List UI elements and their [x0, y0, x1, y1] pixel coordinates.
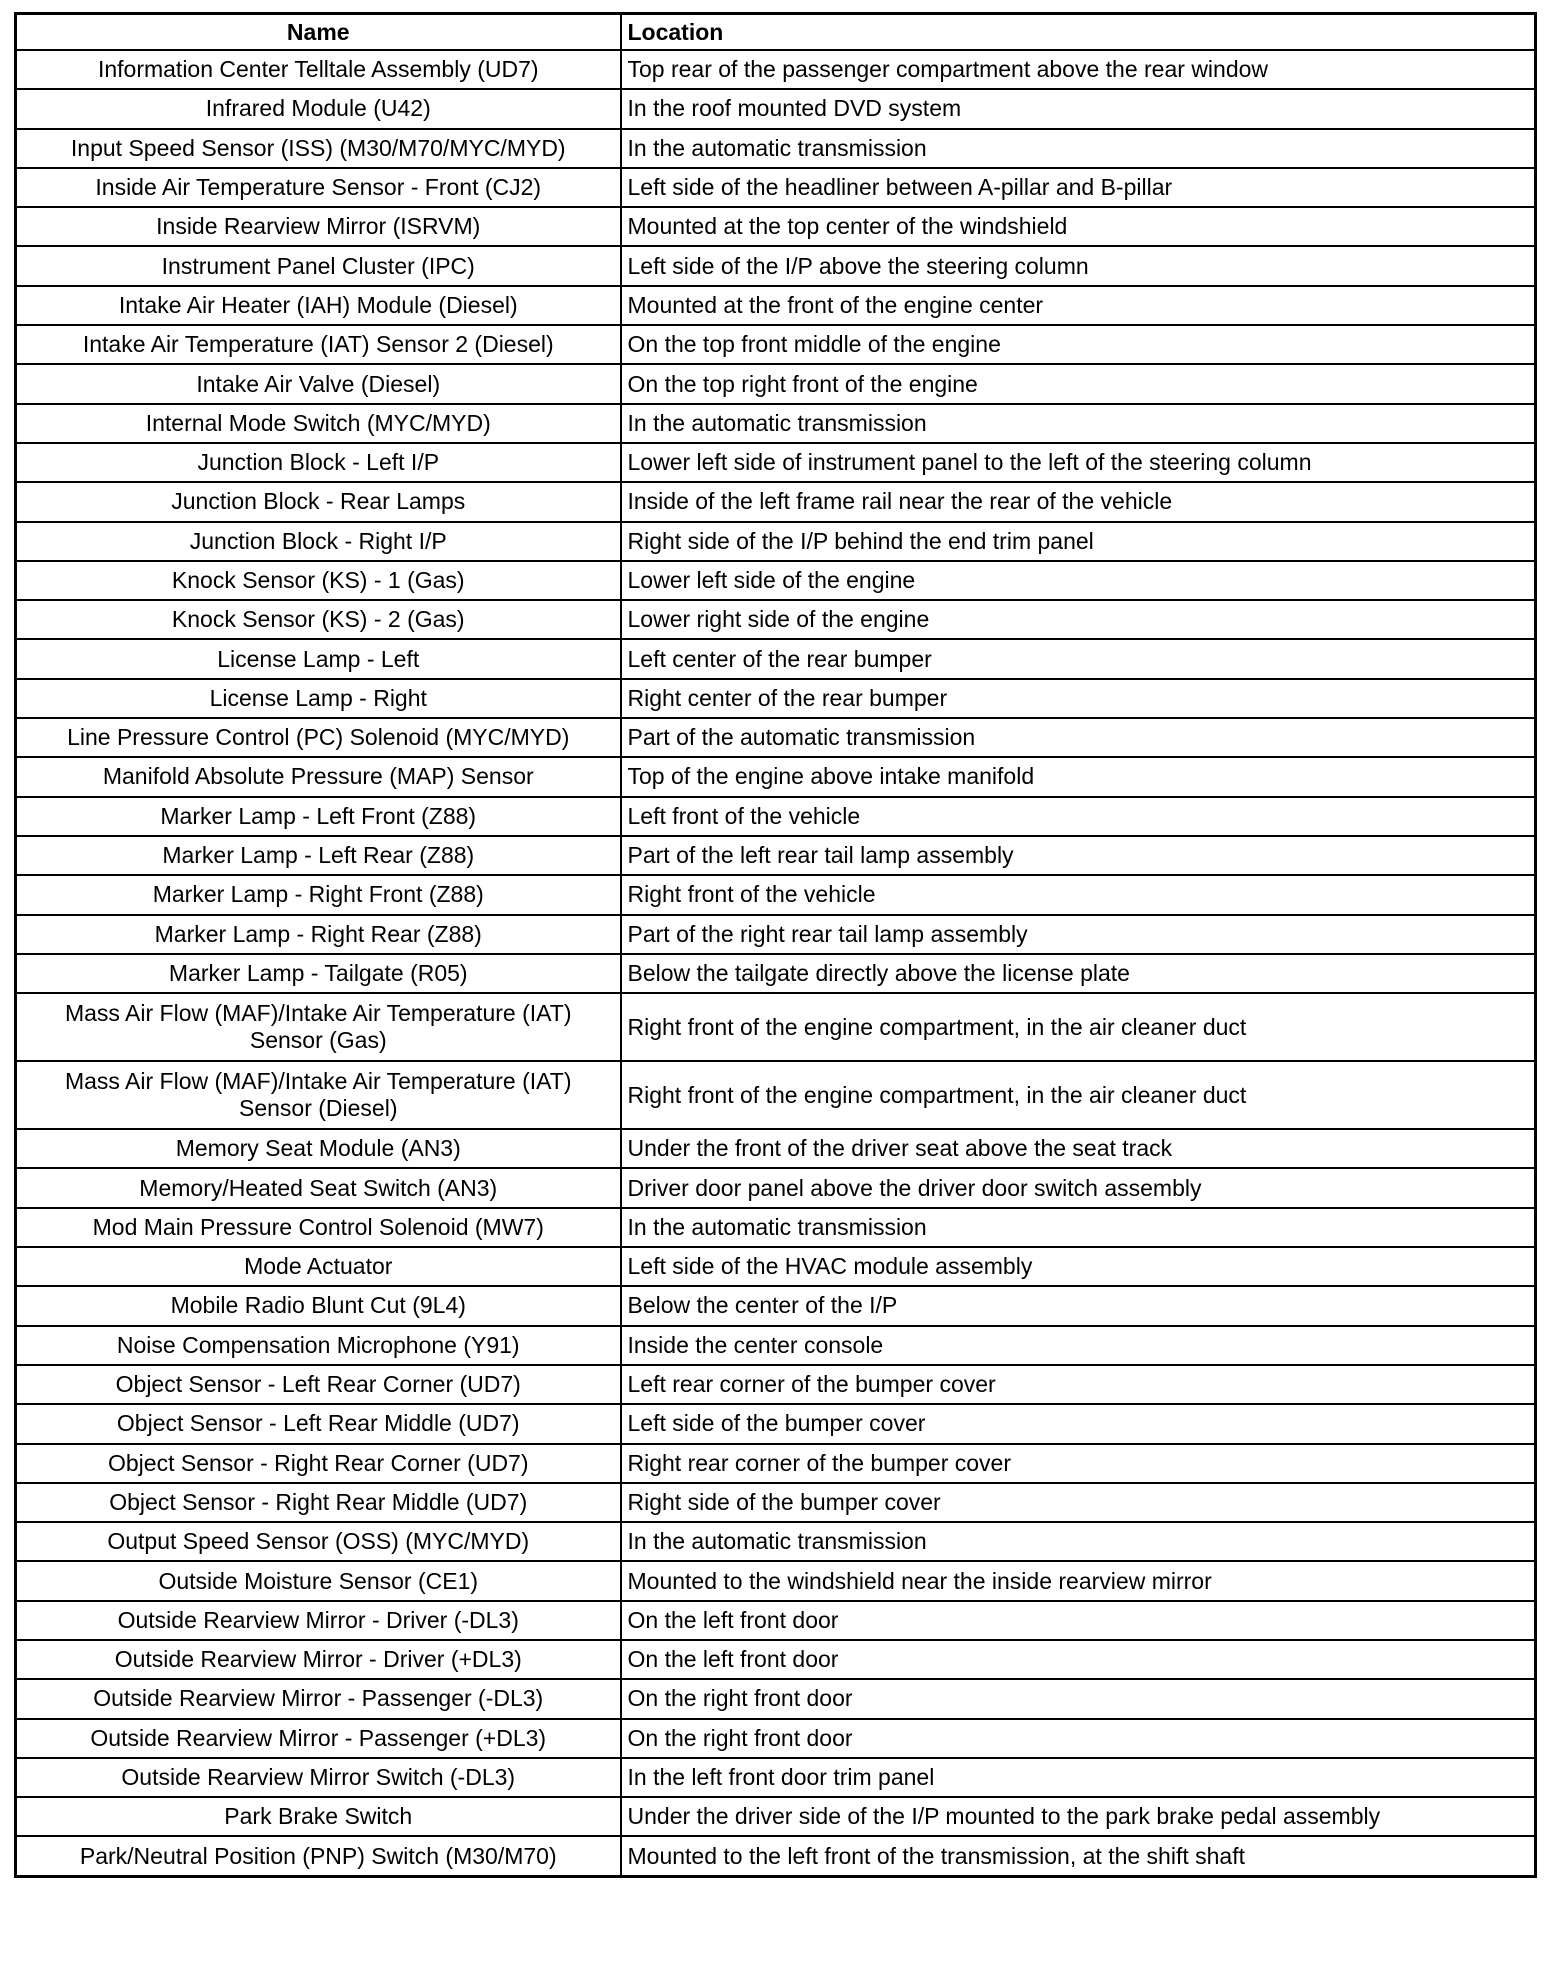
table-row [16, 1836, 1536, 1876]
table-row [16, 1061, 1536, 1129]
component-location-cell: Right side of the bumper cover [621, 1483, 1536, 1522]
component-location-cell: Mounted at the front of the engine center [621, 286, 1536, 325]
component-location-cell: In the left front door trim panel [621, 1758, 1536, 1797]
table-row [16, 50, 1536, 89]
table-row [16, 1679, 1536, 1718]
component-name-cell: Infrared Module (U42) [16, 89, 621, 128]
table-row [16, 168, 1536, 207]
component-name-cell: Park/Neutral Position (PNP) Switch (M30/M70) [16, 1836, 621, 1876]
component-name-cell: Memory/Heated Seat Switch (AN3) [16, 1168, 621, 1207]
component-name-cell: Memory Seat Module (AN3) [16, 1129, 621, 1168]
component-name-cell: Mode Actuator [16, 1247, 621, 1286]
table-row [16, 1404, 1536, 1443]
component-location-cell: Right front of the engine compartment, in the air cleaner duct [621, 993, 1536, 1061]
component-location-cell: Below the tailgate directly above the license plate [621, 954, 1536, 993]
component-name-cell: Mod Main Pressure Control Solenoid (MW7) [16, 1208, 621, 1247]
table-row [16, 1522, 1536, 1561]
component-name-cell: Knock Sensor (KS) - 2 (Gas) [16, 600, 621, 639]
component-location-cell: Left side of the bumper cover [621, 1404, 1536, 1443]
table-row [16, 1208, 1536, 1247]
table-row [16, 718, 1536, 757]
component-location-cell: Lower left side of instrument panel to the left of the steering column [621, 443, 1536, 482]
table-row [16, 836, 1536, 875]
component-location-table [14, 12, 1537, 1878]
table-header-row [16, 14, 1536, 51]
component-location-cell: Below the center of the I/P [621, 1286, 1536, 1325]
component-name-cell: Outside Rearview Mirror - Passenger (-DL3) [16, 1679, 621, 1718]
table-row [16, 679, 1536, 718]
component-name-cell: Outside Moisture Sensor (CE1) [16, 1561, 621, 1600]
component-location-cell: In the roof mounted DVD system [621, 89, 1536, 128]
component-name-cell: Intake Air Heater (IAH) Module (Diesel) [16, 286, 621, 325]
table-row [16, 797, 1536, 836]
component-location-cell: Left rear corner of the bumper cover [621, 1365, 1536, 1404]
component-name-cell: Intake Air Valve (Diesel) [16, 364, 621, 403]
table-row [16, 1286, 1536, 1325]
table-row [16, 1483, 1536, 1522]
component-location-cell: In the automatic transmission [621, 404, 1536, 443]
component-location-cell: Part of the automatic transmission [621, 718, 1536, 757]
component-name-cell: License Lamp - Left [16, 639, 621, 678]
component-location-cell: Inside of the left frame rail near the rear of the vehicle [621, 482, 1536, 521]
component-name-cell: Outside Rearview Mirror - Driver (+DL3) [16, 1640, 621, 1679]
table-row [16, 1247, 1536, 1286]
table-row [16, 757, 1536, 796]
component-name-cell [16, 1061, 621, 1129]
component-location-cell: Mounted at the top center of the windshield [621, 207, 1536, 246]
component-name-cell: Junction Block - Right I/P [16, 522, 621, 561]
table-row [16, 600, 1536, 639]
component-name-cell: Mobile Radio Blunt Cut (9L4) [16, 1286, 621, 1325]
table-row [16, 993, 1536, 1061]
component-name-line: Sensor (Diesel) [239, 1095, 398, 1122]
component-name-cell: Outside Rearview Mirror - Driver (-DL3) [16, 1601, 621, 1640]
component-name-cell: Park Brake Switch [16, 1797, 621, 1836]
table-row [16, 1758, 1536, 1797]
component-location-cell: Left front of the vehicle [621, 797, 1536, 836]
component-name-cell: Marker Lamp - Left Front (Z88) [16, 797, 621, 836]
component-location-cell: In the automatic transmission [621, 1522, 1536, 1561]
component-name-line: Mass Air Flow (MAF)/Intake Air Temperature (IAT) [64, 1000, 572, 1027]
component-location-cell: Mounted to the windshield near the inside rearview mirror [621, 1561, 1536, 1600]
table-row [16, 1168, 1536, 1207]
table-row [16, 915, 1536, 954]
component-location-cell: On the left front door [621, 1640, 1536, 1679]
location-column-header: Location [621, 14, 1536, 51]
component-name-line: Mass Air Flow (MAF)/Intake Air Temperature (IAT) [64, 1068, 572, 1095]
component-location-cell: On the right front door [621, 1679, 1536, 1718]
table-row [16, 482, 1536, 521]
table-row [16, 325, 1536, 364]
component-location-cell: Right front of the engine compartment, in the air cleaner duct [621, 1061, 1536, 1129]
table-row [16, 639, 1536, 678]
component-location-cell: Right front of the vehicle [621, 875, 1536, 914]
table-row [16, 522, 1536, 561]
table-row [16, 561, 1536, 600]
component-location-cell: Inside the center console [621, 1326, 1536, 1365]
component-name-cell: Marker Lamp - Tailgate (R05) [16, 954, 621, 993]
component-location-cell: In the automatic transmission [621, 129, 1536, 168]
component-name-cell: Junction Block - Left I/P [16, 443, 621, 482]
component-name-cell: Inside Air Temperature Sensor - Front (CJ2) [16, 168, 621, 207]
table-row [16, 286, 1536, 325]
table-row [16, 443, 1536, 482]
component-location-cell: On the right front door [621, 1719, 1536, 1758]
table-row [16, 1365, 1536, 1404]
component-name-cell: Marker Lamp - Right Rear (Z88) [16, 915, 621, 954]
component-name-cell: Instrument Panel Cluster (IPC) [16, 246, 621, 285]
component-location-cell: Top rear of the passenger compartment above the rear window [621, 50, 1536, 89]
component-location-cell: Part of the left rear tail lamp assembly [621, 836, 1536, 875]
component-name-cell: Object Sensor - Right Rear Middle (UD7) [16, 1483, 621, 1522]
table-row [16, 1444, 1536, 1483]
component-name-line: Sensor (Gas) [249, 1027, 387, 1054]
component-location-cell: Left side of the I/P above the steering column [621, 246, 1536, 285]
table-row [16, 207, 1536, 246]
component-name-cell: Knock Sensor (KS) - 1 (Gas) [16, 561, 621, 600]
table-row [16, 364, 1536, 403]
component-location-cell: Left side of the headliner between A-pillar and B-pillar [621, 168, 1536, 207]
component-name-cell: Outside Rearview Mirror - Passenger (+DL3) [16, 1719, 621, 1758]
component-name-cell: Manifold Absolute Pressure (MAP) Sensor [16, 757, 621, 796]
component-name-cell [16, 993, 621, 1061]
component-location-cell: Left side of the HVAC module assembly [621, 1247, 1536, 1286]
component-name-cell: Noise Compensation Microphone (Y91) [16, 1326, 621, 1365]
component-name-cell: Object Sensor - Left Rear Corner (UD7) [16, 1365, 621, 1404]
component-location-cell: Top of the engine above intake manifold [621, 757, 1536, 796]
component-name-cell: Intake Air Temperature (IAT) Sensor 2 (Diesel) [16, 325, 621, 364]
component-name-cell: Information Center Telltale Assembly (UD7) [16, 50, 621, 89]
table-row [16, 1640, 1536, 1679]
table-row [16, 954, 1536, 993]
table-row [16, 1561, 1536, 1600]
component-location-cell: In the automatic transmission [621, 1208, 1536, 1247]
component-location-cell: Part of the right rear tail lamp assembly [621, 915, 1536, 954]
component-location-cell: Mounted to the left front of the transmission, at the shift shaft [621, 1836, 1536, 1876]
component-location-cell: Lower left side of the engine [621, 561, 1536, 600]
component-location-cell: Driver door panel above the driver door switch assembly [621, 1168, 1536, 1207]
component-location-cell: Right side of the I/P behind the end trim panel [621, 522, 1536, 561]
table-row [16, 89, 1536, 128]
table-row [16, 129, 1536, 168]
component-name-cell: Object Sensor - Left Rear Middle (UD7) [16, 1404, 621, 1443]
table-row [16, 1129, 1536, 1168]
component-name-cell: Marker Lamp - Right Front (Z88) [16, 875, 621, 914]
component-location-cell: On the top right front of the engine [621, 364, 1536, 403]
component-location-cell: Left center of the rear bumper [621, 639, 1536, 678]
table-row [16, 404, 1536, 443]
table-row [16, 1601, 1536, 1640]
component-name-cell: Object Sensor - Right Rear Corner (UD7) [16, 1444, 621, 1483]
component-name-cell: Outside Rearview Mirror Switch (-DL3) [16, 1758, 621, 1797]
table-row [16, 246, 1536, 285]
table-body [16, 50, 1536, 1876]
component-location-cell: Under the driver side of the I/P mounted to the park brake pedal assembly [621, 1797, 1536, 1836]
component-name-cell: Junction Block - Rear Lamps [16, 482, 621, 521]
table-row [16, 1719, 1536, 1758]
component-name-cell: Input Speed Sensor (ISS) (M30/M70/MYC/MYD) [16, 129, 621, 168]
component-name-cell: Line Pressure Control (PC) Solenoid (MYC/MYD) [16, 718, 621, 757]
component-location-cell: On the left front door [621, 1601, 1536, 1640]
component-name-cell: License Lamp - Right [16, 679, 621, 718]
component-name-cell: Internal Mode Switch (MYC/MYD) [16, 404, 621, 443]
component-name-cell: Inside Rearview Mirror (ISRVM) [16, 207, 621, 246]
component-location-cell: Right center of the rear bumper [621, 679, 1536, 718]
component-name-cell: Marker Lamp - Left Rear (Z88) [16, 836, 621, 875]
table-row [16, 875, 1536, 914]
component-location-cell: Lower right side of the engine [621, 600, 1536, 639]
table-row [16, 1326, 1536, 1365]
component-location-cell: On the top front middle of the engine [621, 325, 1536, 364]
component-location-cell: Under the front of the driver seat above the seat track [621, 1129, 1536, 1168]
component-location-cell: Right rear corner of the bumper cover [621, 1444, 1536, 1483]
component-name-cell: Output Speed Sensor (OSS) (MYC/MYD) [16, 1522, 621, 1561]
name-column-header: Name [16, 14, 621, 51]
table-row [16, 1797, 1536, 1836]
